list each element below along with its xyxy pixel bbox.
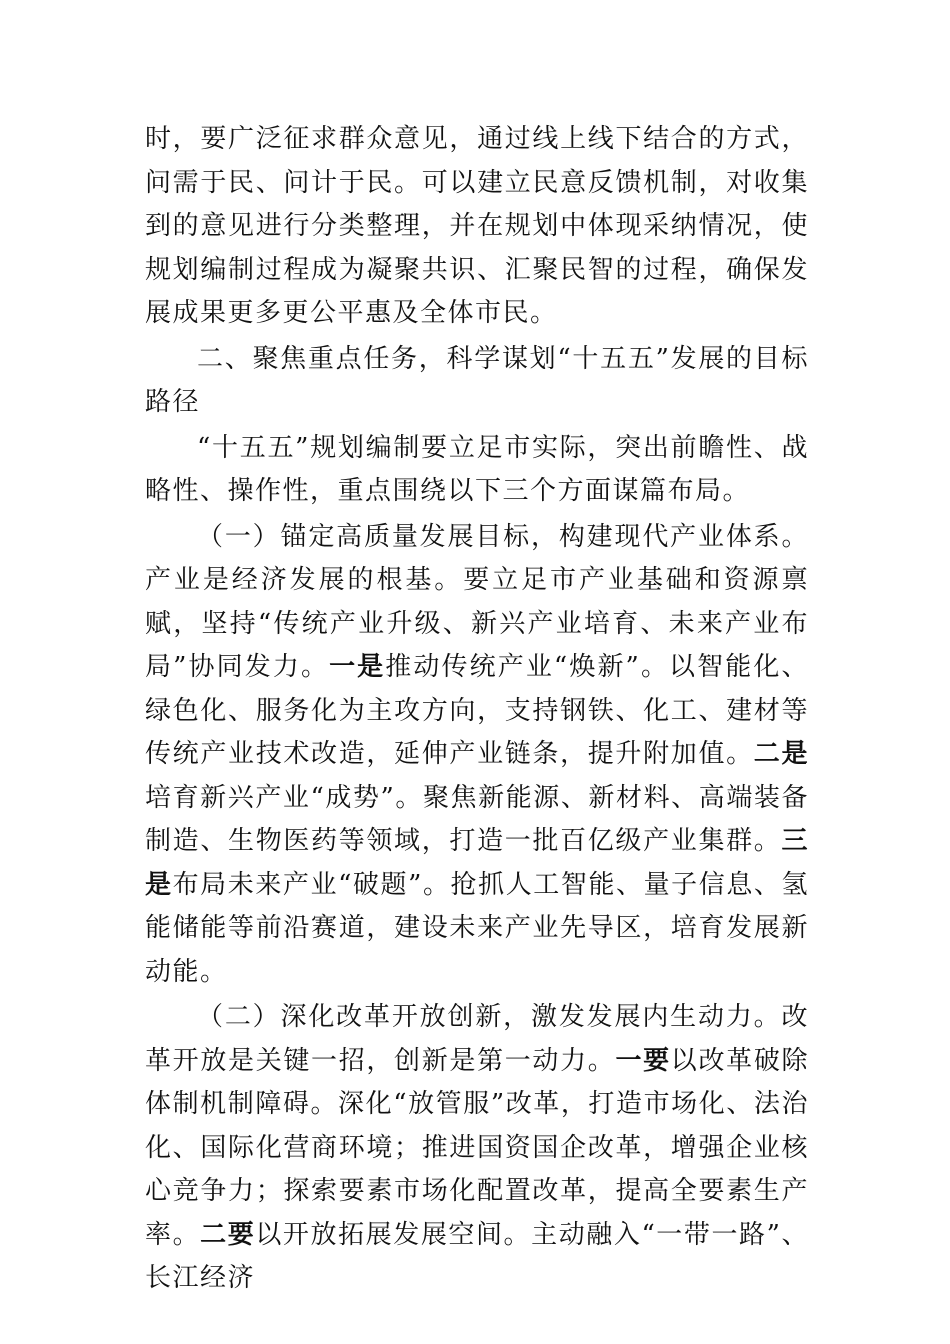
paragraph-text: 以改革破除体制机制障碍。深化“放管服”改革，打造市场化、法治化、国际化营商环境；推进国资国企改革，增强企业核心竞争力；探索要素市场化配置改革，提高全要素生产率。 (145, 1045, 809, 1250)
bold-marker-third: 三是 (145, 826, 809, 900)
paragraph-text: 以开放拓展发展空间。主动融入“一带一路”、长江经济 (145, 1219, 809, 1293)
paragraph-text: 布局未来产业“破题”。抢抓人工智能、量子信息、氢能储能等前沿赛道，建设未来产业先导区，培育发展新动能。 (145, 869, 809, 987)
paragraph-text: 培育新兴产业“成势”。聚焦新能源、新材料、高端装备制造、生物医药等领域，打造一批百亿级产业集群。 (145, 782, 809, 856)
paragraph-text: （二）深化改革开放创新，激发发展内生动力。改革开放是关键一招，创新是第一动力。 (145, 1002, 809, 1076)
section-heading-two (145, 338, 809, 425)
paragraph-planning-intro (145, 427, 809, 514)
bold-marker-first: 一要 (615, 1045, 671, 1076)
paragraph-text: 推动传统产业“焕新”。以智能化、绿色化、服务化为主攻方向，支持钢铁、化工、建材等传统产业技术改造，延伸产业链条，提升附加值。 (145, 652, 809, 769)
paragraph-text: （一）锚定高质量发展目标，构建现代产业体系。产业是经济发展的根基。要立足市产业基础和资源禀赋，坚持“传统产业升级、新兴产业培育、未来产业布局”协同发力。 (145, 521, 809, 682)
paragraph-public-opinion (145, 118, 809, 336)
paragraph-text: “十五五”规划编制要立足市实际，突出前瞻性、战略性、操作性，重点围绕以下三个方面谋篇布局。 (145, 432, 809, 506)
bold-marker-second: 二要 (200, 1219, 256, 1250)
section-heading-text: 二、聚焦重点任务，科学谋划“十五五”发展的目标路径 (145, 343, 809, 417)
bold-marker-first: 一是 (329, 652, 386, 682)
document-body (145, 118, 809, 1301)
paragraph-industry-system (145, 516, 809, 995)
paragraph-text: 时，要广泛征求群众意见，通过线上线下结合的方式，问需于民、问计于民。可以建立民意反馈机制，对收集到的意见进行分类整理，并在规划中体现采纳情况，使规划编制过程成为凝聚共识、汇聚民智的过程，确保发展成果更多更公平惠及全体市民。 (145, 124, 809, 328)
paragraph-reform-opening (145, 996, 809, 1301)
bold-marker-second: 二是 (753, 739, 809, 769)
